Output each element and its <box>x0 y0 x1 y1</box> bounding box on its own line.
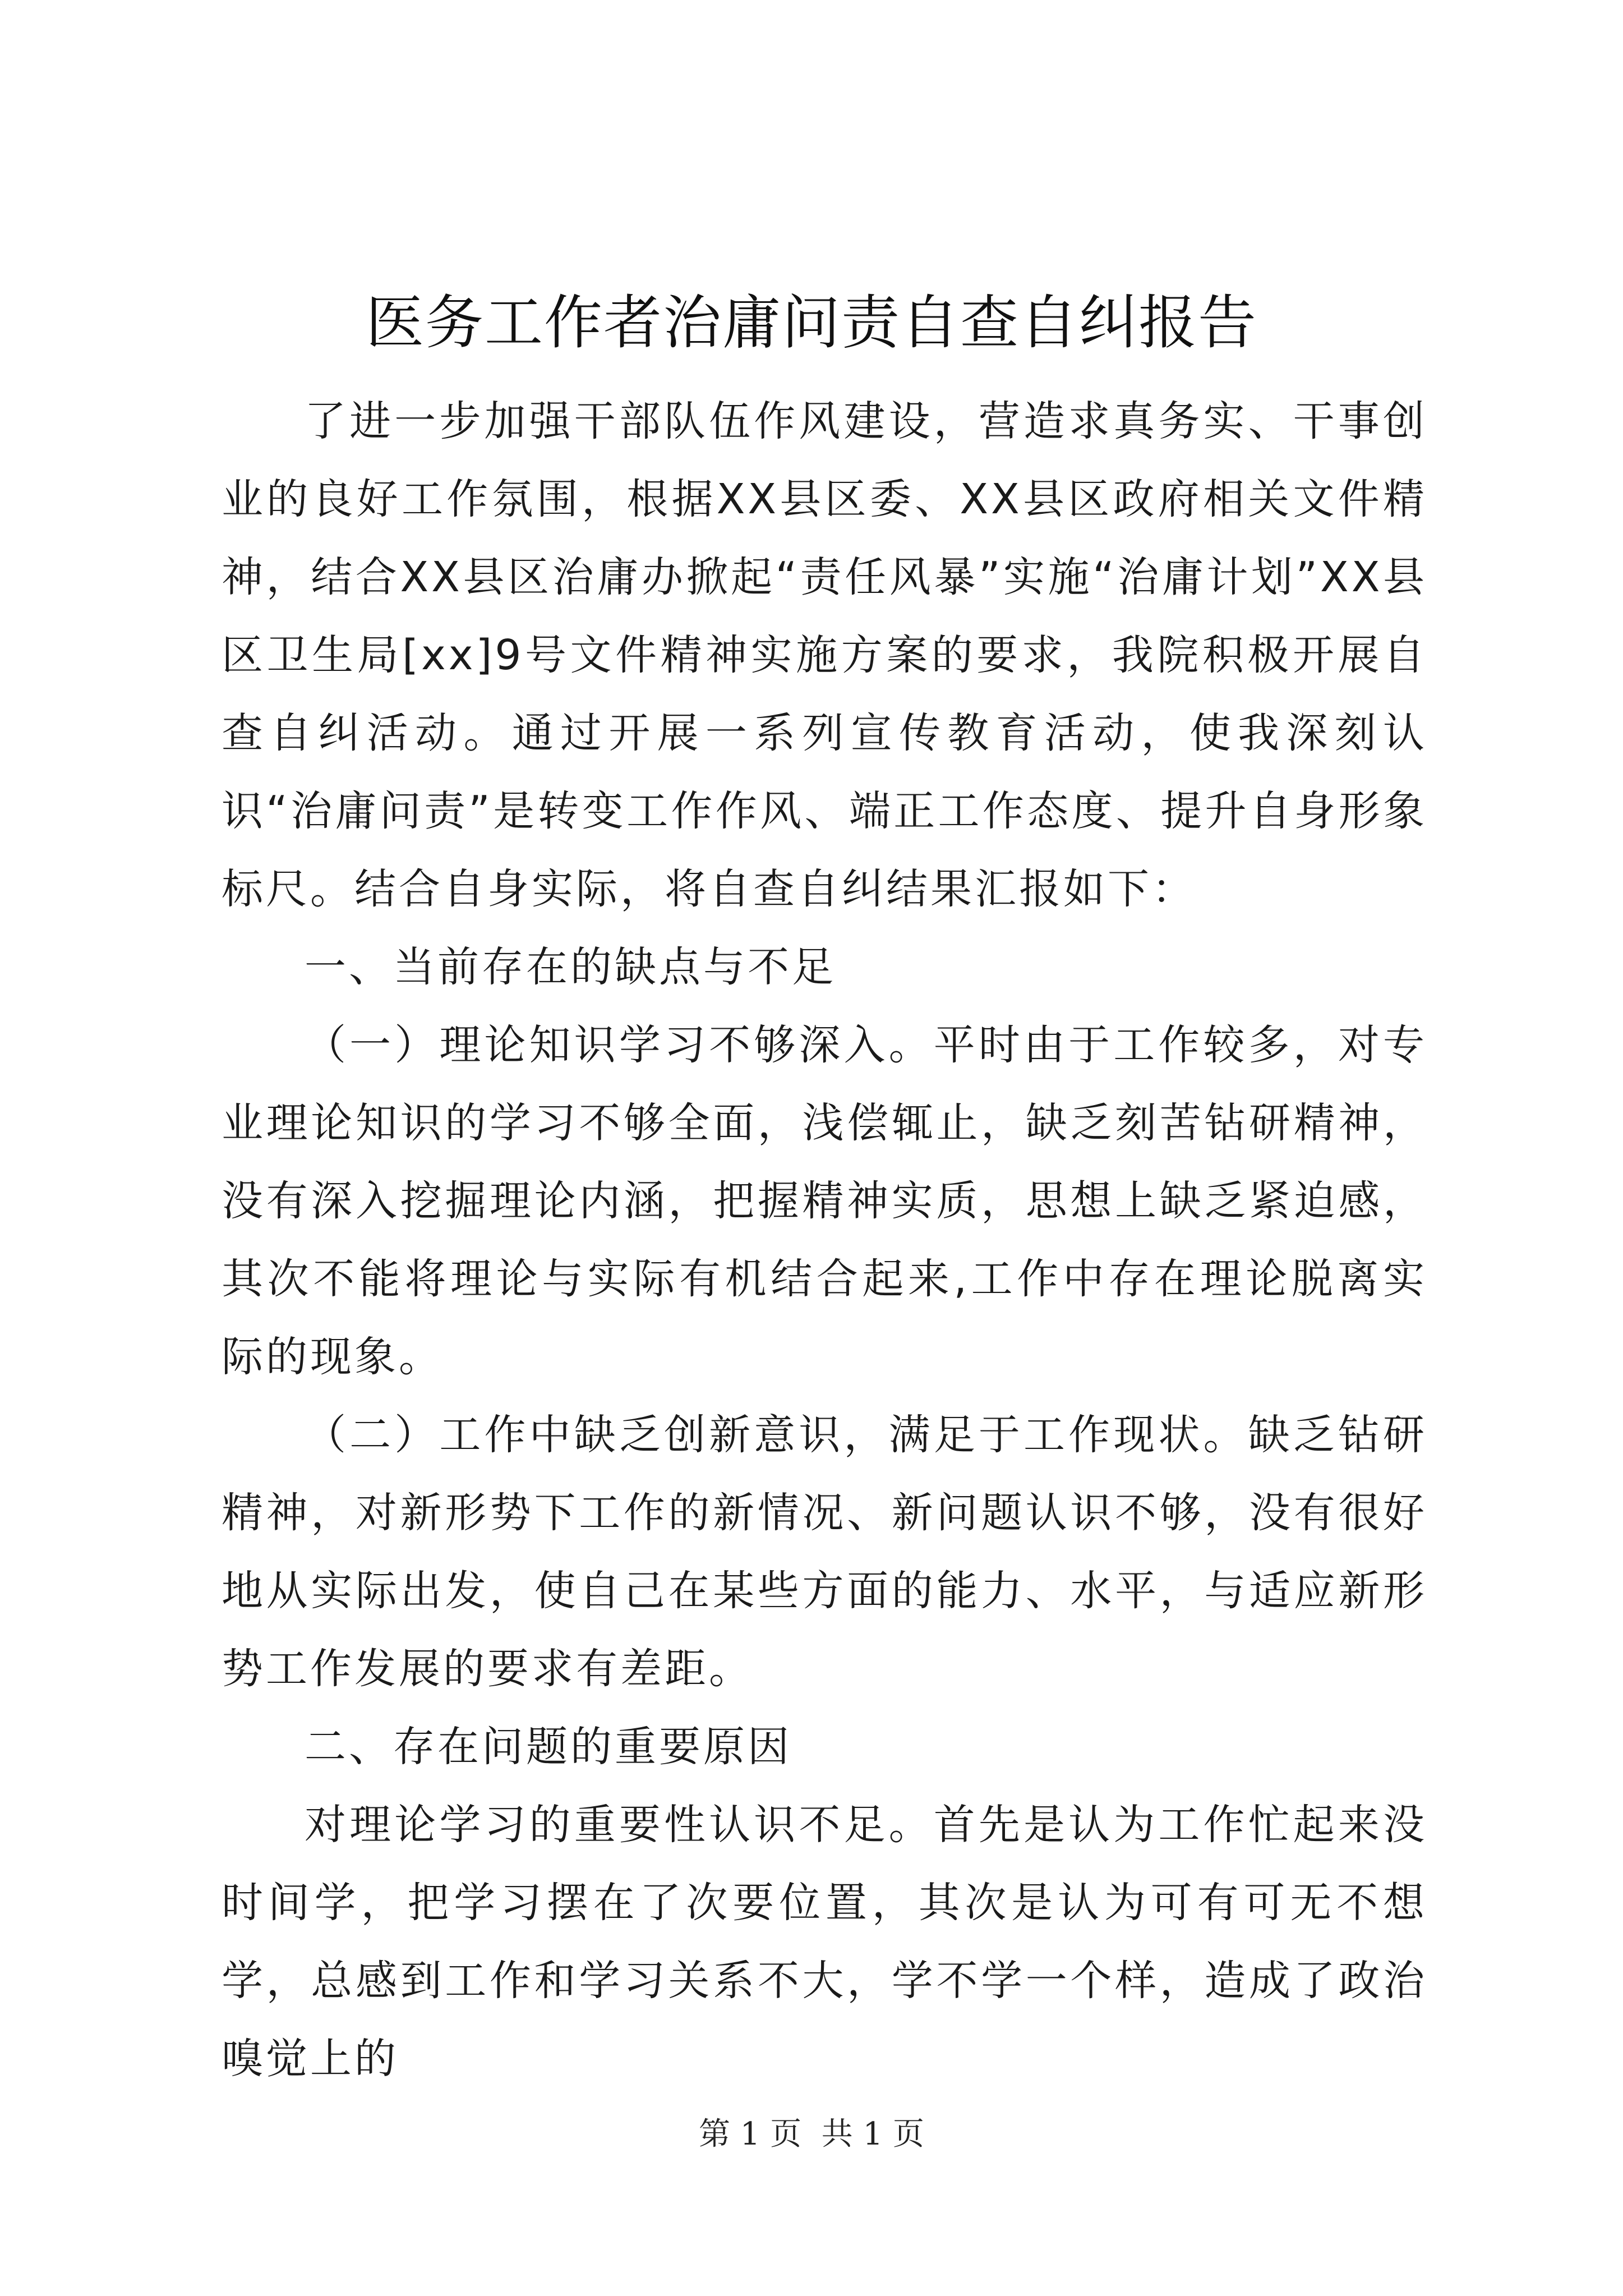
document-body <box>222 383 1427 2098</box>
paragraph-intro: 了进一步加强干部队伍作风建设，营造求真务实、干事创业的良好工作氛围，根据XX县区委、XX县区政府相关文件精神，结合XX县区治庸办掀起“责任风暴”实施“治庸计划”XX县区卫生局[xx]9号文件精神实施方案的要求，我院积极开展自查自纠活动。通过开展一系列宣传教育活动，使我深刻认识“治庸问责”是转变工作作风、端正工作态度、提升自身形象标尺。结合自身实际，将自查自纠结果汇报如下： <box>222 397 1427 913</box>
document-title: 医务工作者治庸问责自查自纠报告 <box>365 288 1257 357</box>
paragraph-shortcoming-1: （一）理论知识学习不够深入。平时由于工作较多，对专业理论知识的学习不够全面，浅偿辄止，缺乏刻苦钻研精神，没有深入挖掘理论内涵，把握精神实质，思想上缺乏紧迫感，其次不能将理论与实际有机结合起来,工作中存在理论脱离实际的现象。 <box>222 1021 1427 1381</box>
section-heading-1: 一、当前存在的缺点与不足 <box>305 943 836 991</box>
page-number-label: 第 1 页 共 1 页 <box>698 2116 925 2152</box>
paragraph-reasons: 对理论学习的重要性认识不足。首先是认为工作忙起来没时间学，把学习摆在了次要位置，其次是认为可有可无不想学，总感到工作和学习关系不大，学不学一个样，造成了政治嗅觉上的 <box>222 1801 1427 2083</box>
section-heading-2: 二、存在问题的重要原因 <box>305 1723 792 1771</box>
paragraph-shortcoming-2: （二）工作中缺乏创新意识，满足于工作现状。缺乏钻研精神，对新形势下工作的新情况、新问题认识不够，没有很好地从实际出发，使自己在某些方面的能力、水平，与适应新形势工作发展的要求有差距。 <box>222 1411 1427 1693</box>
page-footer <box>0 2115 1623 2154</box>
